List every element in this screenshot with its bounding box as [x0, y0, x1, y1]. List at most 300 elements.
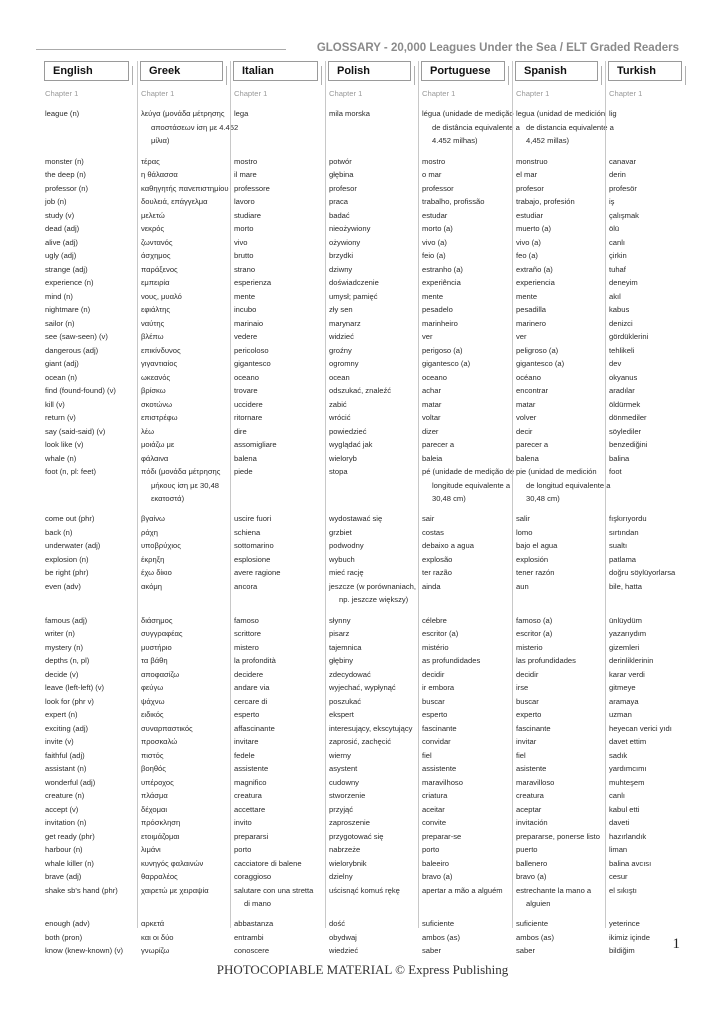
glossary-entry: odszukać, znaleźć [329, 386, 392, 395]
glossary-entry: andare via [234, 683, 270, 692]
glossary-entry: fedele [234, 750, 255, 760]
glossary-entry: wierny [329, 750, 351, 760]
glossary-entry: decide (v) [45, 669, 79, 679]
glossary-entry: look for (phr v) [45, 696, 94, 706]
glossary-entry: dziwny [329, 264, 353, 274]
glossary-entry: return (v) [45, 413, 76, 422]
glossary-entry: invitar [516, 737, 537, 746]
glossary-entry: conoscere [234, 946, 270, 956]
glossary-entry: misterio [516, 642, 543, 652]
glossary-entry: affascinante [234, 723, 275, 733]
glossary-entry: pesadilla [516, 305, 546, 314]
glossary-entry: assistente [234, 764, 269, 773]
glossary-entry: decir [516, 426, 533, 436]
glossary-entry: dead (adj) [45, 224, 80, 233]
column-english [42, 61, 135, 956]
glossary-entry: εμπειρία [141, 278, 170, 287]
glossary-entry: expert (n) [45, 710, 78, 719]
glossary-entry: famous (adj) [45, 615, 88, 625]
glossary-entry: powiedzieć [329, 426, 367, 436]
glossary-entry: bravo (a) [422, 872, 453, 881]
glossary-entry: both (pron) [45, 932, 83, 942]
glossary-entry: légua (unidade de medição de distância equivalente a 4.452 milhas) [422, 109, 520, 146]
glossary-entry: praca [329, 197, 348, 206]
glossary-entry: famoso (a) [516, 615, 553, 625]
glossary-entry: ogromny [329, 359, 359, 368]
glossary-entry: ακόμη [141, 581, 162, 591]
glossary-entry: baleia [422, 453, 443, 463]
glossary-entry: apertar a mão a alguém [422, 885, 503, 895]
glossary-entry: canlı [609, 791, 626, 800]
glossary-entry: porto [422, 845, 440, 854]
glossary-entry: ambos (as) [422, 932, 460, 942]
column-italian [230, 61, 324, 956]
glossary-entry: ter razão [422, 568, 452, 578]
glossary-entry: preparar-se [422, 831, 462, 841]
glossary-entry: tajemnica [329, 642, 362, 652]
glossary-entry: estranho (a) [422, 264, 463, 274]
glossary-entry: asistente [516, 764, 547, 773]
glossary-entry: foot [609, 467, 622, 476]
glossary-entry: σκοτώνω [141, 399, 173, 409]
glossary-entry: escritor (a) [422, 629, 459, 638]
glossary-entry: cesur [609, 872, 628, 881]
glossary-entry: öldürmek [609, 399, 641, 409]
glossary-entry: ugly (adj) [45, 251, 77, 260]
glossary-entry: morto (a) [422, 224, 453, 233]
glossary-entry: fışkırıyordu [609, 514, 647, 524]
glossary-entry: patlama [609, 554, 637, 564]
chapter-label: Chapter 1 [45, 89, 79, 98]
glossary-entry: βλέπω [141, 332, 164, 341]
glossary-entry: μελετώ [141, 210, 165, 220]
glossary-entry: decidir [422, 669, 445, 679]
glossary-entry: aceitar [422, 804, 445, 814]
glossary-entry: ζωντανός [141, 237, 173, 247]
glossary-entry: esperto [234, 710, 260, 719]
glossary-entry: balena [234, 453, 257, 463]
glossary-entry: mila morska [329, 109, 370, 119]
glossary-entry: studiare [234, 210, 262, 220]
glossary-entry: parecer a [516, 440, 549, 449]
glossary-entry: zaproszenie [329, 818, 370, 827]
glossary-entry: μυστήριο [141, 642, 172, 652]
header-rule [36, 49, 286, 50]
glossary-entry: enough (adv) [45, 919, 90, 929]
glossary-entry: συγγραφέας [141, 629, 183, 638]
glossary-entry: εφιάλτης [141, 305, 171, 314]
glossary-entry: saber [422, 946, 441, 956]
glossary-entry: professor (n) [45, 183, 89, 193]
glossary-entry: πόδι (μονάδα μέτρησης μήκους ίση με 30,48 εκατοστά) [141, 467, 221, 503]
glossary-entry: legua (unidad de medición de distancia equivalente a 4,452 millas) [516, 109, 614, 146]
glossary-entry: explosão [422, 554, 453, 564]
glossary-entry: marinero [516, 318, 546, 328]
glossary-entry: podwodny [329, 541, 364, 551]
footer-copyright: PHOTOCOPIABLE MATERIAL © Express Publishing [216, 962, 509, 977]
glossary-entry: nabrzeże [329, 845, 361, 854]
glossary-entry: κυνηγός φαλαινών [141, 858, 204, 868]
glossary-entry: salir [516, 514, 530, 524]
glossary-entry: słynny [329, 615, 351, 625]
glossary-entry: marinheiro [422, 318, 458, 328]
glossary-entry: νους, μυαλό [141, 291, 182, 301]
glossary-entry: baleeiro [422, 858, 450, 868]
glossary-entry: mistero [234, 642, 259, 652]
glossary-entry: experiência [422, 278, 461, 287]
glossary-entry: depths (n, pl) [45, 656, 90, 665]
glossary-entry: brzydki [329, 251, 354, 260]
glossary-entry: υποβρύχιος [141, 541, 181, 551]
glossary-entry: ancora [234, 581, 258, 591]
glossary-entry: célebre [422, 615, 447, 625]
glossary-entry: professore [234, 183, 270, 193]
glossary-entry: καθηγητής πανεπιστημίου [141, 183, 229, 193]
glossary-entry: υπέροχος [141, 777, 174, 787]
glossary-entry: zaprosić, zachęcić [329, 737, 392, 746]
glossary-entry: be right (phr) [45, 568, 89, 578]
glossary-entry: o mar [422, 170, 442, 179]
glossary-entry: przygotować się [329, 831, 384, 841]
glossary-entry: giant (adj) [45, 359, 79, 368]
glossary-entry: invito [234, 818, 252, 827]
glossary-entry: dizer [422, 426, 439, 436]
glossary-entry: heyecan verici yıdı [609, 723, 672, 733]
glossary-entry: brutto [234, 251, 254, 260]
glossary-entry: αρκετά [141, 919, 165, 929]
glossary-entry: experiencia [516, 278, 555, 287]
glossary-entry: λεύγα (μονάδα μέτρησης αποστάσεων ίση με 4.452 μίλια) [141, 109, 239, 146]
column-header: Italian [233, 61, 318, 81]
glossary-entry: uzman [609, 710, 632, 719]
glossary-entry: επιστρέφω [141, 413, 178, 422]
glossary-entry: study (v) [45, 210, 75, 220]
chapter-label: Chapter 1 [141, 89, 175, 98]
glossary-entry: el sıkıştı [609, 885, 637, 895]
glossary-entry: know (knew-known) (v) [45, 946, 124, 956]
glossary-entry: sırtından [609, 527, 639, 537]
column-portuguese [418, 61, 520, 956]
glossary-entry: wiedzieć [329, 946, 359, 956]
glossary-entry: pericoloso [234, 345, 269, 355]
column-header: Greek [140, 61, 223, 81]
glossary-entry: wielorybnik [329, 858, 367, 868]
glossary-entry: fiel [516, 750, 526, 760]
glossary-entry: derin [609, 170, 626, 179]
glossary-entry: tuhaf [609, 264, 626, 274]
glossary-entry: perigoso (a) [422, 345, 463, 355]
glossary-entry: mostro [422, 156, 446, 166]
glossary-entry: widzieć [329, 332, 354, 341]
glossary-entry: experience (n) [45, 278, 94, 287]
glossary-entry: strange (adj) [45, 264, 88, 274]
glossary-entry: ikimiz içinde [609, 932, 650, 942]
glossary-entry: vivo (a) [516, 237, 541, 247]
glossary-entry: explosión [516, 554, 549, 564]
glossary-entry: ainda [422, 581, 441, 591]
glossary-entry: liman [609, 845, 628, 854]
glossary-entry: kabul etti [609, 804, 640, 814]
glossary-entry: shake sb's hand (phr) [45, 885, 118, 895]
glossary-entry: cercare di [234, 696, 268, 706]
glossary-entry: fascinante [516, 723, 551, 733]
glossary-entry: schiena [234, 527, 261, 537]
glossary-entry: denizci [609, 318, 633, 328]
glossary-entry: νεκρός [141, 224, 165, 233]
glossary-entry: yardımcımı [609, 764, 647, 773]
glossary-entry: voltar [422, 413, 441, 422]
glossary-entry: feio (a) [422, 251, 446, 260]
glossary-entry: profesor [329, 183, 357, 193]
glossary-entry: δέχομαι [141, 804, 168, 814]
glossary-entry: achar [422, 386, 441, 395]
glossary-entry: volver [516, 413, 537, 422]
glossary-entry: karar verdi [609, 669, 645, 679]
glossary-entry: ekspert [329, 710, 354, 719]
glossary-entry: πλάσμα [141, 791, 168, 800]
glossary-entry: iş [609, 197, 615, 206]
glossary-entry: jeszcze (w porównaniach, np. jeszcze większy) [329, 581, 416, 605]
glossary-entry: ver [422, 332, 433, 341]
glossary-entry: groźny [329, 345, 352, 355]
glossary-entry: yazarıydım [609, 629, 647, 638]
glossary-entry: balina avcısı [609, 858, 652, 868]
glossary-entry: see (saw-seen) (v) [45, 332, 108, 341]
glossary-entry: ράχη [141, 527, 158, 537]
glossary-entry: incubo [234, 305, 257, 314]
glossary-entry: dzielny [329, 872, 353, 881]
glossary-entry: okyanus [609, 372, 638, 382]
glossary-entry: muhteşem [609, 777, 645, 787]
glossary-entry: faithful (adj) [45, 750, 85, 760]
glossary-entry: δουλειά, επάγγελμα [141, 197, 208, 206]
glossary-entry: stopa [329, 467, 348, 476]
glossary-entry: τέρας [141, 156, 160, 166]
glossary-entry: aramaya [609, 696, 639, 706]
glossary-entry: obydwaj [329, 932, 357, 942]
glossary-entry: abbastanza [234, 919, 274, 929]
glossary-entry: mente [234, 291, 256, 301]
glossary-entry: lig [609, 109, 617, 119]
glossary-entry: look like (v) [45, 440, 84, 449]
glossary-entry: experto [516, 710, 542, 719]
glossary-entry: océano [516, 372, 541, 382]
glossary-entry: magnifico [234, 777, 267, 787]
glossary-entry: come out (phr) [45, 514, 95, 524]
glossary-entry: doğru söylüyorlarsa [609, 568, 676, 578]
glossary-entry: χαιρετώ με χειραψία [141, 885, 209, 895]
glossary-entry: έκρηξη [141, 554, 165, 564]
glossary-entry: dönmediler [609, 413, 647, 422]
glossary-entry: ir embora [422, 683, 455, 692]
glossary-entry: exciting (adj) [45, 723, 89, 733]
glossary-entry: ölü [609, 224, 620, 233]
glossary-entry: balena [516, 453, 539, 463]
glossary-entry: bile, hatta [609, 581, 642, 591]
glossary-entry: przyjąć [329, 804, 354, 814]
glossary-entry: estudiar [516, 210, 544, 220]
glossary-entry: derinliklerinin [609, 656, 654, 665]
glossary-entry: συναρπαστικός [141, 723, 193, 733]
column-header: Turkish [608, 61, 682, 81]
glossary-entry: η θάλασσα [141, 170, 178, 179]
glossary-entry: pie (unidad de medición de longitud equivalente a 30,48 cm) [516, 467, 611, 503]
glossary-entry: ocean [329, 372, 350, 382]
glossary-entry: kabus [609, 305, 630, 314]
glossary-entry: ver [516, 332, 527, 341]
glossary-entry: invite (v) [45, 737, 74, 746]
glossary-entry: morto [234, 224, 254, 233]
glossary-entry: professor [422, 183, 454, 193]
glossary-entry: wyjechać, wypłynąć [329, 683, 396, 692]
glossary-entry: balina [609, 453, 630, 463]
glossary-entry: the deep (n) [45, 170, 86, 179]
glossary-entry: ετοιμάζομαι [141, 831, 180, 841]
glossary-entry: writer (n) [45, 629, 75, 638]
glossary-entry: wieloryb [329, 453, 357, 463]
glossary-entry: mystery (n) [45, 642, 83, 652]
glossary-entry: decidir [516, 669, 539, 679]
glossary-entry: πιστός [141, 750, 164, 760]
glossary-entry: potwór [329, 156, 352, 166]
glossary-entry: głębina [329, 170, 354, 179]
glossary-entry: tener razón [516, 568, 555, 578]
glossary-entry: ballenero [516, 858, 548, 868]
glossary-entry: decidere [234, 669, 264, 679]
glossary-entry: ναύτης [141, 318, 165, 328]
glossary-entry: vedere [234, 332, 258, 341]
glossary-entry: get ready (phr) [45, 831, 95, 841]
chapter-label: Chapter 1 [234, 89, 268, 98]
glossary-entry: marynarz [329, 318, 361, 328]
glossary-entry: convite [422, 818, 447, 827]
glossary-entry: sottomarino [234, 541, 274, 551]
glossary-entry: invitación [516, 818, 548, 827]
glossary-entry: dev [609, 359, 622, 368]
glossary-entry: whale killer (n) [45, 858, 94, 868]
glossary-entry: wybuch [329, 554, 355, 564]
glossary-entry: league (n) [45, 109, 80, 119]
glossary-entry: wrócić [329, 413, 351, 422]
glossary-entry: debaixo a agua [422, 541, 474, 551]
glossary-entry: las profundidades [516, 656, 576, 665]
glossary-entry: harbour (n) [45, 845, 83, 854]
glossary-entry: φεύγω [141, 683, 164, 692]
glossary-entry: buscar [516, 696, 539, 706]
glossary-entry: gigantesco (a) [422, 359, 471, 368]
glossary-entry: aun [516, 581, 529, 591]
glossary-entry: muerto (a) [516, 224, 552, 233]
column-header: Spanish [515, 61, 598, 81]
glossary-entry: fascinante [422, 723, 457, 733]
glossary-entry: gigantesco [234, 359, 271, 368]
glossary-entry: foot (n, pl: feet) [45, 467, 97, 476]
glossary-entry: back (n) [45, 527, 73, 537]
glossary-entry: nieożywiony [329, 224, 371, 233]
glossary-entry: παράξενος [141, 264, 178, 274]
glossary-entry: maravilloso [516, 777, 555, 787]
column-turkish [605, 61, 688, 956]
glossary-entry: çirkin [609, 251, 627, 260]
glossary-entry: ritornare [234, 413, 263, 422]
glossary-entry: zdecydować [329, 669, 371, 679]
glossary-entry: alive (adj) [45, 237, 78, 247]
glossary-entry: dire [234, 426, 247, 436]
glossary-entry: cacciatore di balene [234, 858, 302, 868]
glossary-entry: daveti [609, 818, 630, 827]
glossary-entry: ειδικός [141, 710, 164, 719]
glossary-entry: esperienza [234, 278, 272, 287]
glossary-entry: dangerous (adj) [45, 345, 99, 355]
glossary-entry: gördüklerini [609, 332, 649, 341]
glossary-entry: even (adv) [45, 581, 81, 591]
glossary-entry: suficiente [422, 919, 455, 929]
glossary-entry: yeterince [609, 919, 640, 929]
glossary-entry: criatura [422, 791, 448, 800]
glossary-entry: gigantesco (a) [516, 359, 565, 368]
glossary-entry: asystent [329, 764, 358, 773]
column-header: English [44, 61, 129, 81]
glossary-entry: mieć rację [329, 568, 364, 578]
glossary-entry: uścisnąć komuś rękę [329, 885, 400, 895]
column-header: Polish [328, 61, 411, 81]
glossary-entry: monster (n) [45, 156, 84, 166]
glossary-entry: lomo [516, 527, 533, 537]
glossary-entry: lavoro [234, 197, 255, 206]
glossary-entry: encontrar [516, 386, 549, 395]
glossary-entry: underwater (adj) [45, 541, 101, 551]
glossary-entry: pesadelo [422, 305, 453, 314]
glossary-entry: βοηθός [141, 764, 166, 773]
glossary-entry: matar [516, 399, 536, 409]
glossary-entry: βγαίνω [141, 514, 165, 524]
column-greek [137, 61, 239, 956]
glossary-entry: λιμάνι [141, 845, 161, 854]
glossary-entry: assistant (n) [45, 764, 87, 773]
glossary-entry: badać [329, 210, 350, 220]
glossary-entry: βρίσκω [141, 386, 166, 395]
glossary-entry: davet ettim [609, 737, 647, 746]
glossary-entry: vivo [234, 237, 248, 247]
glossary-entry: la profondità [234, 656, 276, 665]
glossary-entry: piede [234, 467, 253, 476]
glossary-entry: προσκαλώ [141, 737, 178, 746]
glossary-entry: çalışmak [609, 210, 639, 220]
glossary-entry: peligroso (a) [516, 345, 559, 355]
chapter-label: Chapter 1 [329, 89, 363, 98]
glossary-entry: famoso [234, 615, 259, 625]
glossary-entry: επικίνδυνος [141, 345, 181, 355]
glossary-entry: ωκεανός [141, 372, 171, 382]
glossary-entry: find (found-found) (v) [45, 386, 116, 395]
glossary-entry: el mar [516, 170, 538, 179]
glossary-entry: söylediler [609, 426, 642, 436]
glossary-entry: creatura [516, 791, 544, 800]
glossary-entry: accept (v) [45, 804, 79, 814]
glossary-entry: ambos (as) [516, 932, 554, 942]
glossary-entry: uscire fuori [234, 514, 272, 524]
glossary-entry: akıl [609, 291, 621, 301]
glossary-entry: sadık [609, 750, 628, 760]
glossary-entry: brave (adj) [45, 872, 82, 881]
glossary-entry: ocean (n) [45, 372, 78, 382]
glossary-entry: έχω δίκιο [141, 568, 172, 578]
glossary-entry: dość [329, 919, 346, 929]
glossary-entry: salutare con una stretta di mano [234, 885, 314, 908]
glossary-entry: coraggioso [234, 872, 272, 881]
glossary-entry: bravo (a) [516, 872, 547, 881]
glossary-entry: estudar [422, 210, 448, 220]
